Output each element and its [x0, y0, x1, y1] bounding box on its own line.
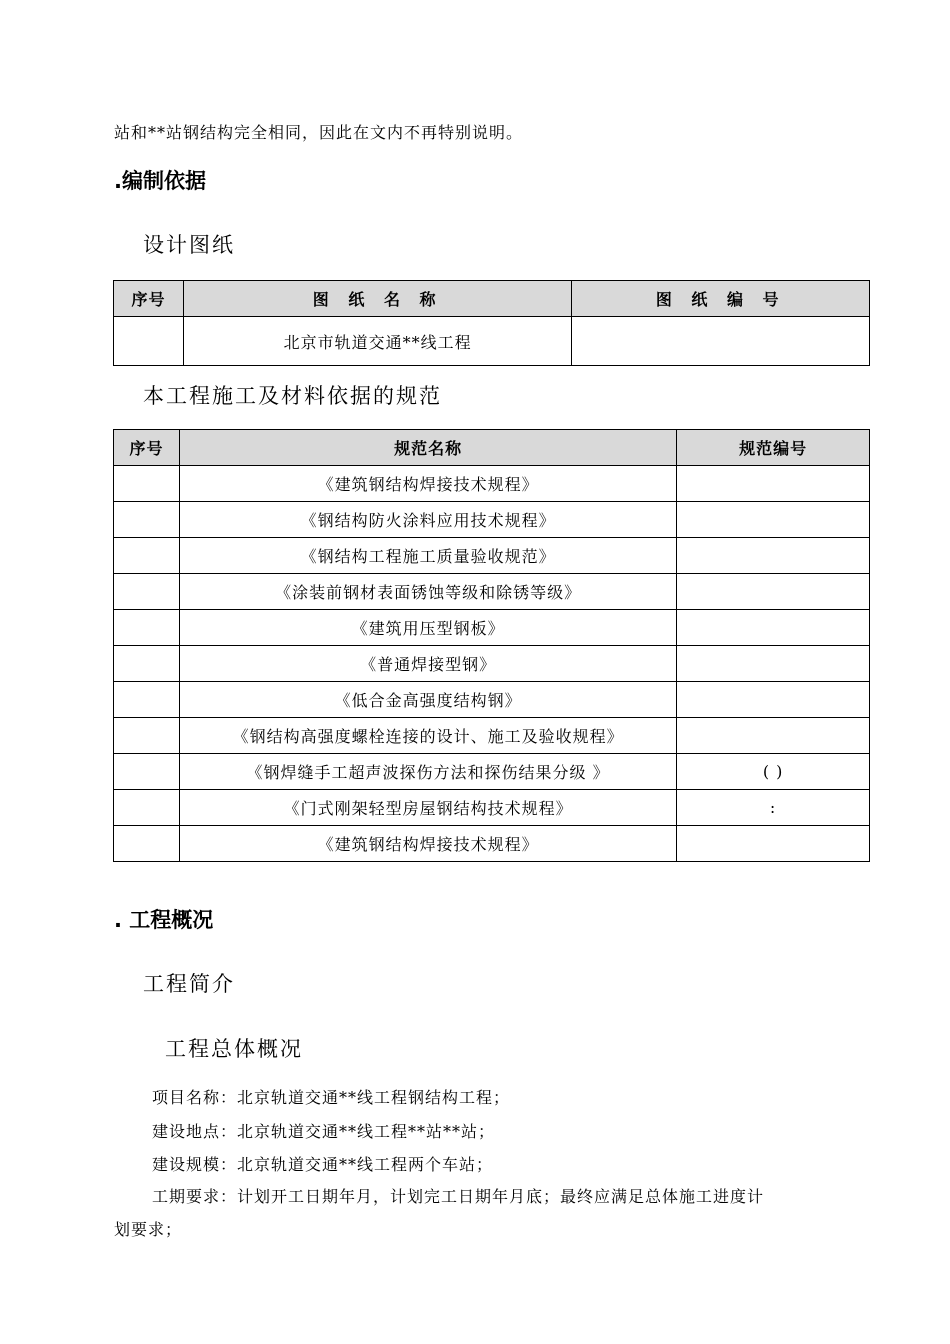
cell-code [677, 718, 870, 754]
section-heading-basis: .编制依据 [114, 169, 206, 193]
cell-no [114, 826, 180, 862]
table-row [114, 610, 870, 646]
table-row [114, 646, 870, 682]
header-drawing-name: 图 纸 名 称 [183, 281, 571, 317]
table-row [114, 790, 870, 826]
item-scale: 建设规模：北京轨道交通**线工程两个车站； [152, 1155, 494, 1174]
drawings-table [113, 280, 870, 366]
cell-code [572, 317, 870, 366]
cell-code [677, 574, 870, 610]
cell-no [114, 754, 180, 790]
table-row [114, 466, 870, 502]
cell-no [114, 790, 180, 826]
item-location: 建设地点：北京轨道交通**线工程**站**站； [152, 1122, 496, 1141]
item-schedule: 工期要求：计划开工日期年月，计划完工日期年月底；最终应满足总体施工进度计 [152, 1187, 765, 1206]
cell-name: 《涂装前钢材表面锈蚀等级和除锈等级》 [179, 574, 676, 610]
table-header-row [114, 430, 870, 466]
item-schedule-cont: 划要求； [114, 1220, 183, 1239]
header-standard-name: 规范名称 [179, 430, 676, 466]
cell-no [114, 466, 180, 502]
table-row [114, 574, 870, 610]
header-no: 序号 [114, 430, 180, 466]
cell-name: 《建筑用压型钢板》 [179, 610, 676, 646]
overall-overview-title: 工程总体概况 [165, 1037, 303, 1061]
header-standard-code: 规范编号 [677, 430, 870, 466]
standards-table [113, 429, 870, 862]
cell-no [114, 317, 184, 366]
table-row [114, 718, 870, 754]
cell-name: 《建筑钢结构焊接技术规程》 [179, 826, 676, 862]
table-row [114, 682, 870, 718]
cell-name: 《普通焊接型钢》 [179, 646, 676, 682]
table-row [114, 826, 870, 862]
cell-name: 《低合金高强度结构钢》 [179, 682, 676, 718]
table-header-row [114, 281, 870, 317]
cell-no [114, 682, 180, 718]
item-project-name: 项目名称：北京轨道交通**线工程钢结构工程； [152, 1088, 511, 1107]
cell-code [677, 466, 870, 502]
cell-code [677, 646, 870, 682]
standards-title: 本工程施工及材料依据的规范 [143, 384, 442, 408]
cell-code: ( ) [677, 754, 870, 790]
cell-name: 《钢焊缝手工超声波探伤方法和探伤结果分级 》 [179, 754, 676, 790]
cell-code [677, 826, 870, 862]
cell-code [677, 610, 870, 646]
header-drawing-code: 图 纸 编 号 [572, 281, 870, 317]
header-no: 序号 [114, 281, 184, 317]
table-row [114, 754, 870, 790]
cell-name: 《建筑钢结构焊接技术规程》 [179, 466, 676, 502]
table-row [114, 502, 870, 538]
table-row [114, 538, 870, 574]
cell-no [114, 538, 180, 574]
cell-name: 《钢结构高强度螺栓连接的设计、施工及验收规程》 [179, 718, 676, 754]
cell-code [677, 538, 870, 574]
cell-no [114, 502, 180, 538]
cell-no [114, 574, 180, 610]
section-heading-overview: . 工程概况 [114, 908, 214, 932]
table-row [114, 317, 870, 366]
cell-no [114, 646, 180, 682]
cell-name: 北京市轨道交通**线工程 [183, 317, 571, 366]
cell-no [114, 610, 180, 646]
project-intro-title: 工程简介 [143, 972, 235, 996]
cell-code: : [677, 790, 870, 826]
cell-name: 《门式刚架轻型房屋钢结构技术规程》 [179, 790, 676, 826]
cell-code [677, 682, 870, 718]
intro-line: 站和**站钢结构完全相同，因此在文内不再特别说明。 [114, 123, 524, 142]
drawings-title: 设计图纸 [143, 233, 235, 257]
cell-no [114, 718, 180, 754]
cell-name: 《钢结构工程施工质量验收规范》 [179, 538, 676, 574]
cell-name: 《钢结构防火涂料应用技术规程》 [179, 502, 676, 538]
cell-code [677, 502, 870, 538]
